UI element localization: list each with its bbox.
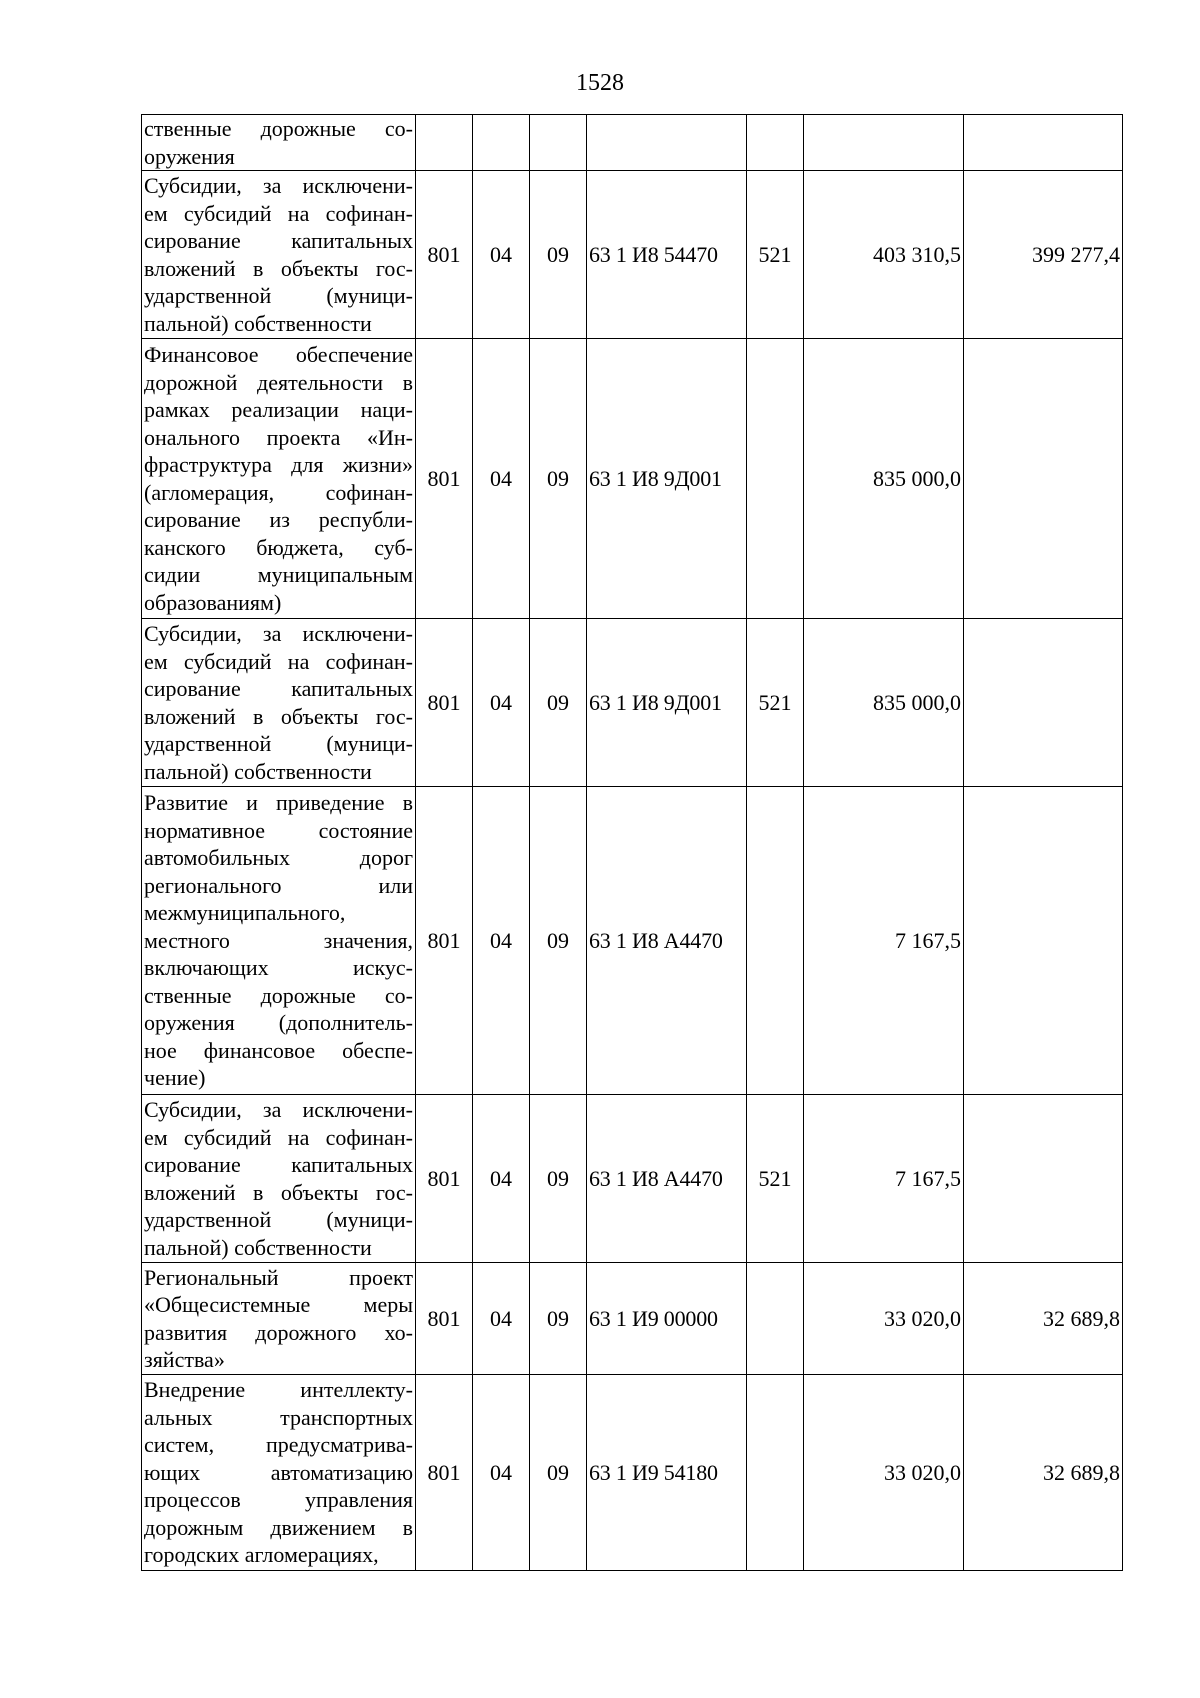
cell-target-article: 63 1 И8 А4470	[587, 1095, 747, 1263]
cell-expense-type	[747, 115, 804, 171]
cell-target-article: 63 1 И8 54470	[587, 171, 747, 339]
cell-name-line: развития дорожного хо-	[144, 1319, 413, 1345]
cell-name-line: вложений в объекты гос-	[144, 1179, 413, 1205]
cell-target-article: 63 1 И8 9Д001	[587, 619, 747, 787]
cell-subsection-code: 09	[530, 1263, 587, 1375]
cell-name-line: ударственной (муници-	[144, 731, 413, 756]
cell-name	[142, 787, 416, 1095]
cell-expense-type	[747, 339, 804, 619]
cell-target-article: 63 1 И9 00000	[587, 1263, 747, 1375]
cell-ministry-code: 801	[416, 171, 473, 339]
cell-name-line: систем, предусматрива-	[144, 1432, 413, 1458]
cell-name-line: Финансовое обеспечение	[144, 342, 413, 367]
cell-name	[142, 171, 416, 339]
cell-name-line: альных транспортных	[144, 1404, 413, 1430]
cell-subsection-code	[530, 115, 587, 171]
cell-section-code: 04	[473, 171, 530, 339]
cell-name-line: оружения (дополнитель-	[144, 1010, 413, 1036]
table-row	[142, 1263, 1123, 1375]
cell-ministry-code: 801	[416, 1375, 473, 1571]
cell-section-code: 04	[473, 1263, 530, 1375]
cell-amount-1: 33 020,0	[804, 1263, 964, 1375]
cell-name-line: Развитие и приведение в	[144, 790, 413, 816]
cell-name	[142, 115, 416, 171]
cell-ministry-code: 801	[416, 1263, 473, 1375]
cell-name-line: сирование из республи-	[144, 507, 413, 532]
cell-name-line: ющих автоматизацию	[144, 1459, 413, 1485]
cell-name-line: пальной) собственности	[144, 758, 372, 784]
cell-subsection-code: 09	[530, 787, 587, 1095]
cell-name	[142, 1095, 416, 1263]
cell-name	[142, 339, 416, 619]
cell-amount-2: 399 277,4	[964, 171, 1123, 339]
cell-expense-type	[747, 787, 804, 1095]
cell-ministry-code: 801	[416, 619, 473, 787]
cell-name-line: ственные дорожные со-	[144, 116, 413, 141]
cell-section-code: 04	[473, 619, 530, 787]
cell-name-line: образованиям)	[144, 589, 282, 615]
cell-name-line: Субсидии, за исключени-	[144, 173, 413, 198]
cell-name-line: ем субсидий на софинан-	[144, 648, 413, 674]
cell-subsection-code: 09	[530, 171, 587, 339]
cell-name-line: пальной) собственности	[144, 1234, 372, 1260]
cell-amount-2: 32 689,8	[964, 1375, 1123, 1571]
cell-amount-1: 7 167,5	[804, 787, 964, 1095]
cell-name-line: сирование капитальных	[144, 1152, 413, 1177]
cell-name-line: дорожной деятельности в	[144, 369, 413, 395]
cell-expense-type: 521	[747, 171, 804, 339]
cell-name-line: сирование капитальных	[144, 228, 413, 253]
table-row	[142, 171, 1123, 339]
cell-amount-1	[804, 115, 964, 171]
cell-name-line: ем субсидий на софинан-	[144, 1124, 413, 1150]
cell-name-line: вложений в объекты гос-	[144, 703, 413, 729]
cell-amount-2	[964, 787, 1123, 1095]
cell-amount-1: 835 000,0	[804, 619, 964, 787]
cell-name-line: ударственной (муници-	[144, 1207, 413, 1232]
cell-subsection-code: 09	[530, 619, 587, 787]
cell-amount-1: 835 000,0	[804, 339, 964, 619]
table-row	[142, 1095, 1123, 1263]
cell-amount-1: 403 310,5	[804, 171, 964, 339]
cell-name-line: городских агломерациях,	[144, 1542, 379, 1568]
cell-name-line: процессов управления	[144, 1487, 413, 1513]
cell-subsection-code: 09	[530, 1095, 587, 1263]
cell-ministry-code: 801	[416, 1095, 473, 1263]
cell-subsection-code: 09	[530, 339, 587, 619]
cell-amount-2	[964, 339, 1123, 619]
cell-name-line: (агломерация, софинан-	[144, 479, 413, 505]
cell-amount-2	[964, 115, 1123, 171]
cell-amount-2: 32 689,8	[964, 1263, 1123, 1375]
cell-section-code: 04	[473, 1375, 530, 1571]
budget-table	[141, 114, 1123, 1571]
cell-name-line: автомобильных дорог	[144, 845, 413, 871]
cell-name-line: местного значения,	[144, 927, 413, 953]
cell-amount-1: 33 020,0	[804, 1375, 964, 1571]
cell-amount-2	[964, 619, 1123, 787]
cell-name-line: включающих искус-	[144, 955, 413, 981]
cell-name-line: рамках реализации наци-	[144, 397, 413, 422]
cell-ministry-code	[416, 115, 473, 171]
cell-expense-type: 521	[747, 619, 804, 787]
cell-target-article: 63 1 И9 54180	[587, 1375, 747, 1571]
cell-name	[142, 1263, 416, 1375]
cell-name-line: зяйства»	[144, 1347, 225, 1372]
cell-name	[142, 1375, 416, 1571]
cell-target-article: 63 1 И8 9Д001	[587, 339, 747, 619]
cell-name-line: Субсидии, за исключени-	[144, 1097, 413, 1122]
cell-name-line: ственные дорожные со-	[144, 982, 413, 1008]
cell-name	[142, 619, 416, 787]
table-row	[142, 1375, 1123, 1571]
cell-name-line: регионального или	[144, 872, 413, 898]
cell-name-line: дорожным движением в	[144, 1514, 413, 1540]
cell-target-article	[587, 115, 747, 171]
cell-ministry-code: 801	[416, 339, 473, 619]
cell-name-line: онального проекта «Ин-	[144, 424, 413, 450]
cell-section-code: 04	[473, 1095, 530, 1263]
table-row	[142, 115, 1123, 171]
table-row	[142, 787, 1123, 1095]
page-number: 1528	[576, 70, 624, 96]
cell-name-line: ем субсидий на софинан-	[144, 200, 413, 226]
cell-section-code: 04	[473, 787, 530, 1095]
cell-name-line: ударственной (муници-	[144, 283, 413, 308]
cell-section-code: 04	[473, 339, 530, 619]
table-body	[142, 115, 1123, 1571]
cell-name-line: ное финансовое обеспе-	[144, 1037, 413, 1063]
cell-name-line: канского бюджета, суб-	[144, 534, 413, 560]
table-row	[142, 339, 1123, 619]
cell-target-article: 63 1 И8 А4470	[587, 787, 747, 1095]
cell-name-line: чение)	[144, 1065, 206, 1091]
cell-name-line: сирование капитальных	[144, 676, 413, 701]
cell-name-line: пальной) собственности	[144, 310, 372, 336]
cell-expense-type	[747, 1263, 804, 1375]
cell-name-line: Субсидии, за исключени-	[144, 621, 413, 646]
cell-name-line: фраструктура для жизни»	[144, 452, 413, 477]
cell-subsection-code: 09	[530, 1375, 587, 1571]
cell-name-line: «Общесистемные меры	[144, 1292, 413, 1317]
cell-name-line: сидии муниципальным	[144, 562, 413, 587]
cell-amount-2	[964, 1095, 1123, 1263]
cell-section-code	[473, 115, 530, 171]
cell-name-line: межмуниципального,	[144, 900, 346, 926]
table-row	[142, 619, 1123, 787]
cell-amount-1: 7 167,5	[804, 1095, 964, 1263]
cell-name-line: вложений в объекты гос-	[144, 255, 413, 281]
cell-name-line: нормативное состояние	[144, 817, 413, 843]
cell-name-line: Региональный проект	[144, 1264, 413, 1290]
cell-name-line: Внедрение интеллекту-	[144, 1377, 413, 1403]
cell-expense-type: 521	[747, 1095, 804, 1263]
cell-expense-type	[747, 1375, 804, 1571]
cell-ministry-code: 801	[416, 787, 473, 1095]
cell-name-line: оружения	[144, 143, 235, 169]
